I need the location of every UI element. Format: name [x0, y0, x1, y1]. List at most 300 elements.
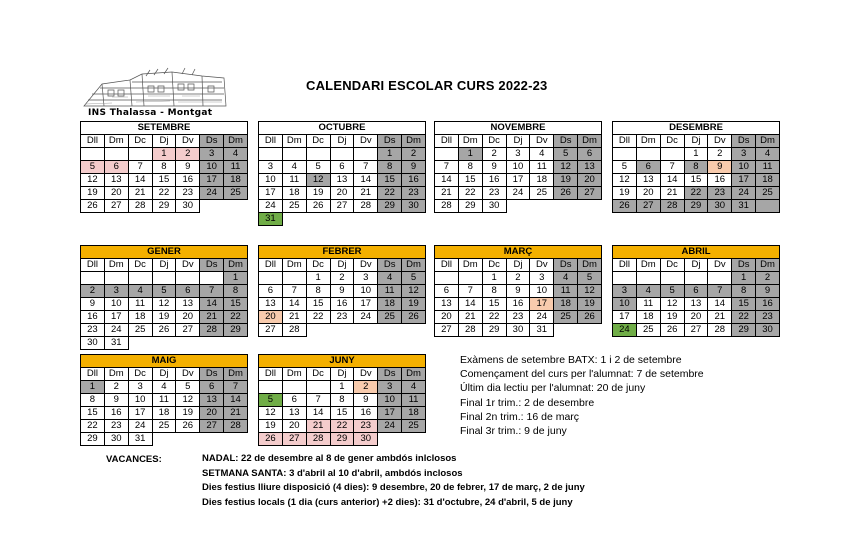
day-cell: 30: [756, 324, 780, 337]
day-cell: 20: [176, 311, 200, 324]
day-cell: 22: [81, 420, 105, 433]
month-7: [612, 245, 780, 337]
day-cell: [306, 324, 330, 337]
day-cell: 14: [435, 174, 459, 187]
day-cell: 16: [354, 407, 378, 420]
day-cell: [660, 148, 684, 161]
day-cell: 9: [176, 161, 200, 174]
day-cell: 31: [128, 433, 152, 446]
month-table: [434, 121, 602, 213]
day-cell: [200, 433, 224, 446]
day-cell: 2: [756, 272, 780, 285]
day-header: Dm: [402, 135, 426, 148]
day-cell: 24: [259, 200, 283, 213]
day-cell: 16: [104, 407, 128, 420]
month-name: JUNY: [259, 355, 426, 368]
day-cell: 3: [506, 148, 530, 161]
vacances-line: SETMANA SANTA: 3 d'abril al 10 d'abril, ambdós inclosos: [202, 467, 463, 479]
day-cell: 20: [684, 311, 708, 324]
day-cell: [282, 272, 306, 285]
day-cell: 22: [330, 420, 354, 433]
month-name: DESEMBRE: [613, 122, 780, 135]
day-cell: 28: [458, 324, 482, 337]
day-header: Ds: [378, 135, 402, 148]
day-cell: 2: [81, 285, 105, 298]
day-cell: 29: [81, 433, 105, 446]
day-cell: 29: [732, 324, 756, 337]
day-cell: [104, 272, 128, 285]
month-table: [80, 354, 248, 446]
day-cell: 5: [554, 148, 578, 161]
day-cell: 9: [330, 285, 354, 298]
day-cell: 12: [578, 285, 602, 298]
month-5: [258, 245, 426, 337]
day-cell: 10: [104, 298, 128, 311]
day-header: Dv: [530, 259, 554, 272]
day-cell: [128, 272, 152, 285]
day-cell: 3: [259, 161, 283, 174]
day-cell: 23: [176, 187, 200, 200]
day-cell: [259, 272, 283, 285]
day-cell: 29: [458, 200, 482, 213]
day-cell: 26: [152, 324, 176, 337]
day-cell: 14: [282, 298, 306, 311]
day-cell: 18: [282, 187, 306, 200]
day-cell: 17: [506, 174, 530, 187]
day-cell: 14: [354, 174, 378, 187]
day-cell: 9: [506, 285, 530, 298]
day-cell: [259, 381, 283, 394]
day-cell: 20: [259, 311, 283, 324]
day-cell: [458, 272, 482, 285]
day-cell: 2: [708, 148, 732, 161]
day-header: Dv: [708, 135, 732, 148]
day-cell: 6: [435, 285, 459, 298]
day-cell: 23: [506, 311, 530, 324]
school-name: INS Thalassa - Montgat: [88, 108, 213, 118]
day-cell: 9: [354, 394, 378, 407]
day-cell: 14: [224, 394, 248, 407]
day-cell: [306, 381, 330, 394]
month-2: [434, 121, 602, 213]
day-cell: 25: [530, 187, 554, 200]
day-cell: 1: [81, 381, 105, 394]
info-line: Final 2n trim.: 16 de març: [460, 410, 580, 423]
day-cell: 9: [482, 161, 506, 174]
day-cell: 14: [306, 407, 330, 420]
day-cell: 2: [482, 148, 506, 161]
day-cell: [684, 272, 708, 285]
day-cell: 23: [482, 187, 506, 200]
day-cell: 15: [81, 407, 105, 420]
day-cell: 4: [402, 381, 426, 394]
day-cell: 6: [578, 148, 602, 161]
day-cell: 28: [354, 200, 378, 213]
day-cell: 16: [506, 298, 530, 311]
day-cell: 23: [354, 420, 378, 433]
vacances-line: Dies festius lliure disposició (4 dies): 9 desembre, 20 de febrer, 17 de març, 2 de juny: [202, 482, 585, 494]
day-header: Dll: [81, 368, 105, 381]
day-cell: 22: [458, 187, 482, 200]
day-cell: 7: [306, 394, 330, 407]
day-cell: [128, 337, 152, 350]
day-cell: 12: [660, 298, 684, 311]
day-cell: 12: [554, 161, 578, 174]
month-name: NOVEMBRE: [435, 122, 602, 135]
day-cell: 20: [578, 174, 602, 187]
day-cell: 30: [104, 433, 128, 446]
day-cell: 24: [530, 311, 554, 324]
day-cell: 26: [578, 311, 602, 324]
day-cell: 10: [200, 161, 224, 174]
day-cell: 29: [684, 200, 708, 213]
info-line: Final 3r trim.: 9 de juny: [460, 425, 567, 438]
vacances-line: Dies festius locals (1 dia (curs anterior) +2 dies): 31 d'octubre, 24 d'abril, 5 de juny: [202, 496, 573, 508]
day-cell: 3: [128, 381, 152, 394]
day-header: Dj: [330, 368, 354, 381]
day-cell: 18: [152, 407, 176, 420]
day-cell: 30: [506, 324, 530, 337]
day-cell: 2: [402, 148, 426, 161]
day-cell: 20: [636, 187, 660, 200]
day-cell: 19: [402, 298, 426, 311]
day-cell: 29: [330, 433, 354, 446]
day-cell: [708, 272, 732, 285]
day-cell: 5: [81, 161, 105, 174]
day-cell: 22: [152, 187, 176, 200]
day-cell: 19: [81, 187, 105, 200]
day-cell: 26: [554, 187, 578, 200]
day-header: Dc: [482, 135, 506, 148]
day-cell: 7: [200, 285, 224, 298]
day-cell: 18: [402, 407, 426, 420]
day-cell: 9: [756, 285, 780, 298]
day-cell: [554, 324, 578, 337]
day-cell: 10: [128, 394, 152, 407]
day-cell: 24: [506, 187, 530, 200]
day-header: Dm: [578, 259, 602, 272]
day-cell: 1: [224, 272, 248, 285]
day-cell: 23: [330, 311, 354, 324]
day-cell: 16: [330, 298, 354, 311]
day-header: Dj: [506, 135, 530, 148]
day-header: Dm: [636, 135, 660, 148]
day-header: Dm: [402, 368, 426, 381]
day-cell: 18: [378, 298, 402, 311]
day-cell: 20: [330, 187, 354, 200]
day-cell: 1: [732, 272, 756, 285]
day-cell: 10: [530, 285, 554, 298]
month-name: ABRIL: [613, 246, 780, 259]
day-header: Dll: [259, 135, 283, 148]
month-table: [258, 354, 426, 446]
day-cell: 3: [732, 148, 756, 161]
day-cell: 24: [732, 187, 756, 200]
month-name: MARÇ: [435, 246, 602, 259]
day-cell: 4: [282, 161, 306, 174]
day-header: Dm: [636, 259, 660, 272]
month-4: [80, 245, 248, 350]
day-cell: 28: [660, 200, 684, 213]
day-cell: [200, 272, 224, 285]
day-header: Dc: [306, 259, 330, 272]
day-cell: 6: [104, 161, 128, 174]
day-cell: 31: [104, 337, 128, 350]
day-cell: 4: [554, 272, 578, 285]
day-header: Dm: [224, 368, 248, 381]
month-3: [612, 121, 780, 213]
day-cell: 1: [684, 148, 708, 161]
school-logo: [82, 66, 228, 122]
day-cell: 16: [756, 298, 780, 311]
day-cell: 8: [224, 285, 248, 298]
day-cell: 28: [128, 200, 152, 213]
day-cell: 17: [200, 174, 224, 187]
day-cell: 26: [306, 200, 330, 213]
day-cell: 12: [402, 285, 426, 298]
day-cell: 10: [506, 161, 530, 174]
day-cell: 19: [578, 298, 602, 311]
day-header: Dc: [660, 135, 684, 148]
day-header: Ds: [554, 135, 578, 148]
day-cell: 27: [578, 187, 602, 200]
day-header: Ds: [378, 259, 402, 272]
day-cell: [306, 148, 330, 161]
day-cell: 18: [554, 298, 578, 311]
month-table: [612, 121, 780, 213]
day-cell: 19: [259, 420, 283, 433]
day-cell: [81, 272, 105, 285]
day-cell: 24: [378, 420, 402, 433]
day-cell: 19: [554, 174, 578, 187]
day-cell: [354, 148, 378, 161]
day-cell: 16: [176, 174, 200, 187]
day-cell: [402, 324, 426, 337]
day-cell: 24: [354, 311, 378, 324]
day-header: Dll: [613, 135, 637, 148]
day-cell: 26: [81, 200, 105, 213]
day-header: Dc: [128, 368, 152, 381]
day-cell: 22: [378, 187, 402, 200]
day-cell: [660, 272, 684, 285]
day-cell: [578, 200, 602, 213]
day-cell: 26: [259, 433, 283, 446]
day-cell: 6: [176, 285, 200, 298]
day-cell: [81, 148, 105, 161]
day-header: Dc: [128, 135, 152, 148]
month-name: MAIG: [81, 355, 248, 368]
day-header: Ds: [200, 368, 224, 381]
day-cell: 18: [224, 174, 248, 187]
day-cell: 14: [128, 174, 152, 187]
day-cell: 13: [200, 394, 224, 407]
day-cell: [530, 200, 554, 213]
day-cell: 25: [378, 311, 402, 324]
day-cell: 30: [402, 200, 426, 213]
day-cell: 17: [530, 298, 554, 311]
day-cell: 23: [104, 420, 128, 433]
day-cell: 30: [354, 433, 378, 446]
day-cell: 29: [152, 200, 176, 213]
day-cell: 23: [402, 187, 426, 200]
day-cell: 25: [636, 324, 660, 337]
day-cell: 21: [306, 420, 330, 433]
day-cell: 8: [684, 161, 708, 174]
month-table: [258, 121, 426, 226]
day-cell: 4: [128, 285, 152, 298]
day-cell: 8: [330, 394, 354, 407]
info-line: Exàmens de setembre BATX: 1 i 2 de setembre: [460, 354, 682, 366]
day-cell: 11: [530, 161, 554, 174]
day-cell: 7: [708, 285, 732, 298]
day-cell: 21: [458, 311, 482, 324]
vacances-list: [202, 452, 585, 510]
day-cell: 22: [482, 311, 506, 324]
day-header: Dm: [402, 259, 426, 272]
day-cell: [613, 272, 637, 285]
day-cell: [402, 433, 426, 446]
day-cell: [282, 381, 306, 394]
day-cell: [435, 272, 459, 285]
day-header: Dm: [282, 368, 306, 381]
day-header: Dm: [458, 259, 482, 272]
day-header: Dv: [354, 135, 378, 148]
day-cell: 21: [708, 311, 732, 324]
day-cell: [282, 213, 306, 226]
day-header: Dj: [330, 259, 354, 272]
day-cell: 15: [458, 174, 482, 187]
day-cell: [104, 148, 128, 161]
day-cell: 13: [636, 174, 660, 187]
day-cell: 9: [104, 394, 128, 407]
day-cell: [330, 148, 354, 161]
day-cell: 14: [458, 298, 482, 311]
day-cell: 23: [756, 311, 780, 324]
day-cell: 12: [613, 174, 637, 187]
day-cell: 17: [259, 187, 283, 200]
day-cell: 1: [378, 148, 402, 161]
day-header: Dc: [482, 259, 506, 272]
month-name: GENER: [81, 246, 248, 259]
day-cell: 5: [402, 272, 426, 285]
day-cell: 7: [354, 161, 378, 174]
day-cell: 15: [732, 298, 756, 311]
day-cell: [354, 324, 378, 337]
day-cell: 26: [176, 420, 200, 433]
day-cell: 5: [152, 285, 176, 298]
day-cell: [200, 337, 224, 350]
day-header: Ds: [554, 259, 578, 272]
day-cell: 25: [224, 187, 248, 200]
day-cell: 17: [128, 407, 152, 420]
day-cell: 24: [200, 187, 224, 200]
day-cell: 28: [435, 200, 459, 213]
day-cell: 15: [684, 174, 708, 187]
day-cell: 8: [732, 285, 756, 298]
day-cell: 12: [306, 174, 330, 187]
day-cell: 8: [482, 285, 506, 298]
day-header: Dll: [259, 368, 283, 381]
day-cell: [330, 213, 354, 226]
day-cell: 11: [554, 285, 578, 298]
day-cell: 28: [708, 324, 732, 337]
day-cell: 8: [81, 394, 105, 407]
day-cell: 25: [282, 200, 306, 213]
info-line: Final 1r trim.: 2 de desembre: [460, 396, 595, 409]
month-name: FEBRER: [259, 246, 426, 259]
day-cell: [176, 272, 200, 285]
day-cell: 13: [259, 298, 283, 311]
day-cell: 12: [259, 407, 283, 420]
day-cell: 27: [104, 200, 128, 213]
day-cell: [354, 213, 378, 226]
day-header: Dll: [259, 259, 283, 272]
day-header: Dm: [756, 135, 780, 148]
day-header: Ds: [378, 368, 402, 381]
day-cell: 2: [176, 148, 200, 161]
day-cell: 8: [152, 161, 176, 174]
day-header: Ds: [732, 259, 756, 272]
day-cell: 7: [224, 381, 248, 394]
day-cell: 4: [530, 148, 554, 161]
day-header: Dm: [578, 135, 602, 148]
day-cell: 26: [613, 200, 637, 213]
day-cell: 6: [330, 161, 354, 174]
day-cell: 10: [354, 285, 378, 298]
day-cell: 13: [282, 407, 306, 420]
day-cell: 27: [636, 200, 660, 213]
day-cell: 21: [435, 187, 459, 200]
day-header: Dj: [152, 259, 176, 272]
day-header: Dc: [128, 259, 152, 272]
day-cell: 18: [636, 311, 660, 324]
day-header: Dj: [684, 135, 708, 148]
day-header: Dv: [176, 259, 200, 272]
day-cell: [613, 148, 637, 161]
day-cell: 5: [578, 272, 602, 285]
day-cell: 25: [756, 187, 780, 200]
day-header: Dm: [104, 135, 128, 148]
day-cell: 29: [224, 324, 248, 337]
day-cell: 13: [578, 161, 602, 174]
day-cell: 6: [684, 285, 708, 298]
day-cell: 31: [732, 200, 756, 213]
day-cell: [176, 337, 200, 350]
day-cell: 11: [282, 174, 306, 187]
day-header: Dm: [104, 368, 128, 381]
day-cell: 28: [282, 324, 306, 337]
day-cell: 8: [378, 161, 402, 174]
day-cell: 27: [435, 324, 459, 337]
day-header: Dc: [306, 368, 330, 381]
day-cell: 6: [636, 161, 660, 174]
month-table: [80, 245, 248, 350]
month-0: [80, 121, 248, 213]
day-cell: 16: [81, 311, 105, 324]
day-cell: 14: [200, 298, 224, 311]
day-header: Dv: [354, 259, 378, 272]
month-table: [612, 245, 780, 337]
day-cell: 5: [176, 381, 200, 394]
day-header: Dv: [708, 259, 732, 272]
day-cell: 20: [200, 407, 224, 420]
day-cell: 5: [259, 394, 283, 407]
day-cell: 25: [152, 420, 176, 433]
day-cell: 5: [660, 285, 684, 298]
day-cell: 26: [402, 311, 426, 324]
day-header: Dm: [282, 259, 306, 272]
day-cell: 14: [660, 174, 684, 187]
